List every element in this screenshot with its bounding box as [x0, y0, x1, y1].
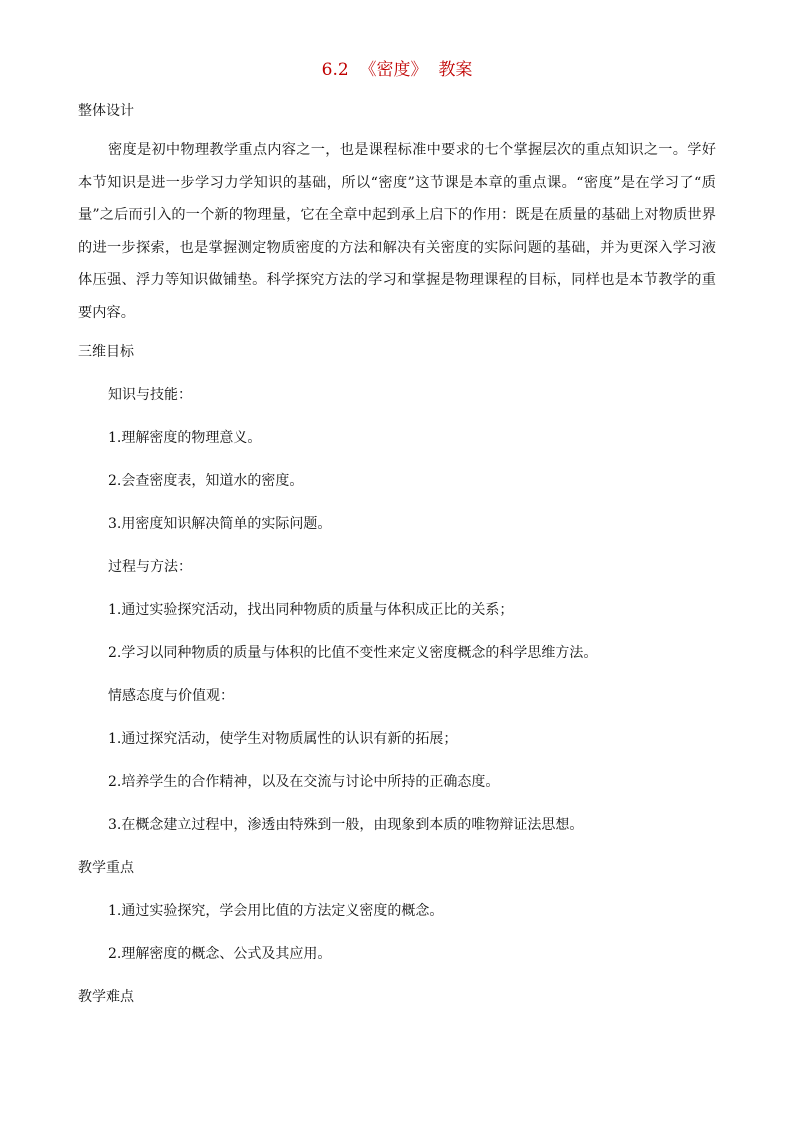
goal-emotion-item-1: 1.通过探究活动，使学生对物质属性的认识有新的拓展；: [108, 731, 458, 747]
goal-label-knowledge: 知识与技能：: [108, 387, 192, 403]
key-point-item-1: 1.通过实验探究，学会用比值的方法定义密度的概念。: [108, 903, 444, 919]
goal-knowledge-item-3: 3.用密度知识解决简单的实际问题。: [108, 516, 332, 532]
section-heading-goals: 三维目标: [78, 344, 134, 360]
goal-process-item-2: 2.学习以同种物质的质量与体积的比值不变性来定义密度概念的科学思维方法。: [108, 645, 598, 661]
goal-emotion-item-3: 3.在概念建立过程中，渗透由特殊到一般，由现象到本质的唯物辩证法思想。: [108, 817, 584, 833]
goal-label-process: 过程与方法：: [108, 559, 192, 575]
section-heading-difficulty: 教学难点: [78, 989, 134, 1005]
goal-knowledge-item-1: 1.理解密度的物理意义。: [108, 430, 262, 446]
goal-knowledge-item-2: 2.会查密度表，知道水的密度。: [108, 473, 304, 489]
goal-emotion-item-2: 2.培养学生的合作精神，以及在交流与讨论中所持的正确态度。: [108, 774, 500, 790]
key-point-item-2: 2.理解密度的概念、公式及其应用。: [108, 946, 332, 962]
goal-process-item-1: 1.通过实验探究活动，找出同种物质的质量与体积成正比的关系；: [108, 602, 514, 618]
section-heading-design: 整体设计: [78, 103, 134, 119]
goal-label-emotion: 情感态度与价值观：: [108, 688, 234, 704]
design-paragraph: 密度是初中物理教学重点内容之一，也是课程标准中要求的七个掌握层次的重点知识之一。学好本节知识是进一步学习力学知识的基础，所以“密度”这节课是本章的重点课。“密度”是在学习了“质量”之后而引入的一个新的物理量，它在全章中起到承上启下的作用：既是在质量的基础上对物质世界的进一步探索，也是掌握测定物质密度的方法和解决有关密度的实际问题的基础，并为更深入学习液体压强、浮力等知识做铺垫。科学探究方法的学习和掌握是物理课程的目标，同样也是本节教学的重要内容。: [78, 142, 716, 321]
section-heading-key-points: 教学重点: [78, 860, 134, 876]
page-title: 6.2 《密度》 教案: [321, 60, 473, 80]
